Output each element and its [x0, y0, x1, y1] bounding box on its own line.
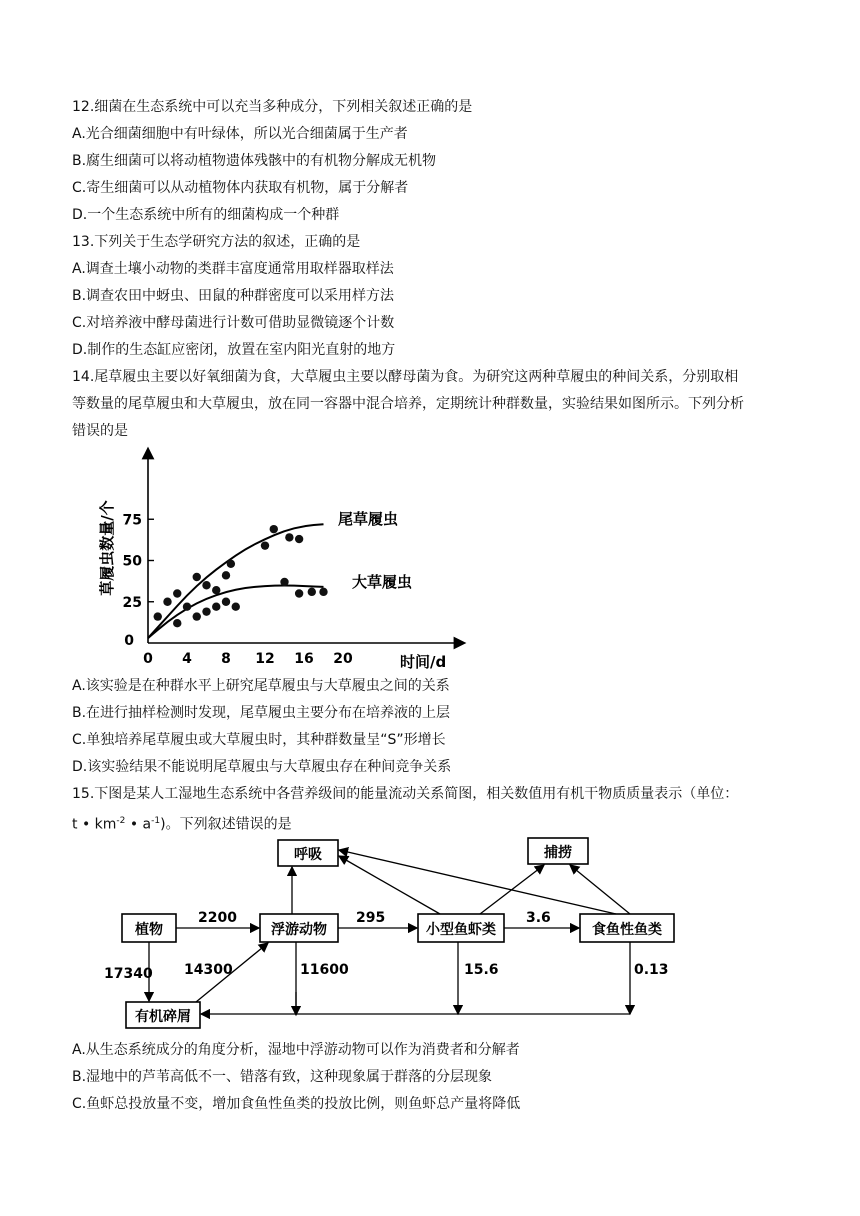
data-point-series-1	[280, 578, 288, 586]
q14-option-c: C.单独培养尾草履虫或大草履虫时，其种群数量呈“S”形增长	[72, 732, 446, 748]
value-plant-detritus: 17340	[104, 966, 153, 982]
data-point-series-1	[222, 598, 230, 606]
y-tick-label: 0	[124, 633, 134, 649]
arrow-fish-respiration	[339, 856, 440, 914]
q15-unit-t: t • km	[72, 816, 117, 833]
x-tick-label: 8	[221, 651, 231, 667]
q15-option-c: C.鱼虾总投放量不变，增加食鱼性鱼类的投放比例，则鱼虾总产量将降低	[72, 1096, 521, 1112]
q15-unit-a: • a	[125, 816, 152, 833]
q12-option-d: D.一个生态系统中所有的细菌构成一个种群	[72, 207, 340, 223]
box-piscivores	[580, 914, 674, 942]
q13-option-d: D.制作的生态缸应密闭，放置在室内阳光直射的地方	[72, 342, 396, 358]
q13-option-b: B.调查农田中蚜虫、田鼠的种群密度可以采用样方法	[72, 288, 395, 304]
box-detritus-label: 有机碎屑	[135, 1009, 191, 1025]
box-fishing	[528, 838, 588, 864]
data-point-series-0	[163, 598, 171, 606]
box-zooplankton	[260, 914, 338, 942]
box-fishing-label: 捕捞	[544, 845, 572, 861]
data-point-series-1	[232, 603, 240, 611]
q13-option-c: C.对培养液中酵母菌进行计数可借助显微镜逐个计数	[72, 315, 395, 331]
q12-option-b: B.腐生细菌可以将动植物遗体残骸中的有机物分解成无机物	[72, 153, 437, 169]
data-point-series-1	[295, 589, 303, 597]
box-respiration-label: 呼吸	[294, 847, 322, 863]
q15-unit-exp1: -2	[116, 816, 126, 826]
q15-stem-tail: )。下列叙述错误的是	[160, 816, 292, 833]
value-zoo-detritus-alt: 11600	[300, 962, 349, 978]
q12-stem: 12.细菌在生态系统中可以充当多种成分，下列相关叙述正确的是	[72, 99, 473, 115]
q14-stem-line2: 等数量的尾草履虫和大草履虫，放在同一容器中混合培养，定期统计种群数量，实验结果如图所示。下列分析	[72, 396, 744, 412]
value-zoo-fish: 295	[356, 910, 386, 926]
x-axis-label: 时间/d	[400, 653, 447, 671]
q14-option-b: B.在进行抽样检测时发现，尾草履虫主要分布在培养液的上层	[72, 705, 451, 721]
box-respiration	[278, 840, 338, 866]
q15-option-b: B.湿地中的芦苇高低不一、错落有致，这种现象属于群落的分层现象	[72, 1069, 493, 1085]
data-point-series-1	[183, 603, 191, 611]
population-chart	[90, 445, 470, 675]
data-point-series-1	[173, 619, 181, 627]
value-detritus-zoo: 14300	[184, 962, 233, 978]
x-tick-label: 20	[333, 651, 353, 667]
y-tick-label: 75	[122, 512, 142, 529]
q14-option-a: A.该实验是在种群水平上研究尾草履虫与大草履虫之间的关系	[72, 678, 450, 694]
data-point-series-1	[202, 607, 210, 615]
value-fish-detritus: 15.6	[464, 962, 499, 978]
data-point-series-0	[154, 612, 162, 620]
data-point-series-0	[227, 560, 235, 568]
y-axis-label: 草履虫数量/个	[98, 500, 116, 596]
data-point-series-0	[295, 535, 303, 543]
box-small-fish	[418, 914, 504, 942]
q15-option-a: A.从生态系统成分的角度分析，湿地中浮游动物可以作为消费者和分解者	[72, 1042, 520, 1058]
data-point-series-0	[285, 533, 293, 541]
q14-stem-line3: 错误的是	[72, 423, 128, 439]
value-fish-pisc: 3.6	[526, 910, 551, 926]
data-point-series-0	[202, 581, 210, 589]
data-point-series-1	[308, 588, 316, 596]
series-label-big-paramecium: 大草履虫	[352, 573, 413, 591]
value-plant-zoo: 2200	[198, 910, 237, 926]
q15-stem-line1: 15.下图是某人工湿地生态系统中各营养级间的能量流动关系简图，相关数值用有机干物质质量表示（单位：	[72, 786, 739, 802]
data-point-series-1	[212, 603, 220, 611]
data-point-series-0	[193, 573, 201, 581]
x-tick-label: 16	[294, 651, 314, 667]
q12-option-a: A.光合细菌细胞中有叶绿体，所以光合细菌属于生产者	[72, 126, 408, 142]
y-tick-label: 50	[122, 553, 142, 570]
q12-option-c: C.寄生细菌可以从动植物体内获取有机物，属于分解者	[72, 180, 409, 196]
box-small-fish-label: 小型鱼虾类	[426, 922, 496, 938]
arrow-fish-fishing	[480, 865, 544, 914]
q14-stem-line1: 14.尾草履虫主要以好氧细菌为食，大草履虫主要以酵母菌为食。为研究这两种草履虫的种间关系，分别取相	[72, 369, 739, 385]
box-zooplankton-label: 浮游动物	[271, 922, 327, 938]
q14-option-d: D.该实验结果不能说明尾草履虫与大草履虫存在种间竞争关系	[72, 759, 452, 775]
q13-stem: 13.下列关于生态学研究方法的叙述，正确的是	[72, 234, 361, 250]
x-tick-label: 0	[143, 651, 153, 667]
box-plants-label: 植物	[135, 922, 163, 938]
arrow-pisc-fishing	[570, 865, 630, 914]
data-point-series-0	[222, 571, 230, 579]
x-tick-label: 4	[182, 651, 192, 667]
energy-flow-diagram	[100, 832, 720, 1038]
q13-option-a: A.调查土壤小动物的类群丰富度通常用取样器取样法	[72, 261, 394, 277]
q15-unit-exp2: -1	[151, 816, 161, 826]
y-tick-label: 25	[122, 594, 142, 611]
value-pisc-detritus: 0.13	[634, 962, 669, 978]
data-point-series-1	[319, 588, 327, 596]
data-point-series-0	[212, 586, 220, 594]
box-detritus	[126, 1002, 200, 1028]
data-point-series-0	[173, 589, 181, 597]
x-tick-label: 12	[255, 651, 275, 667]
box-piscivores-label: 食鱼性鱼类	[592, 922, 662, 938]
series-label-tail-paramecium: 尾草履虫	[338, 510, 399, 528]
box-plants	[122, 914, 176, 942]
data-point-series-0	[261, 541, 269, 549]
data-point-series-1	[193, 612, 201, 620]
data-point-series-0	[270, 525, 278, 533]
